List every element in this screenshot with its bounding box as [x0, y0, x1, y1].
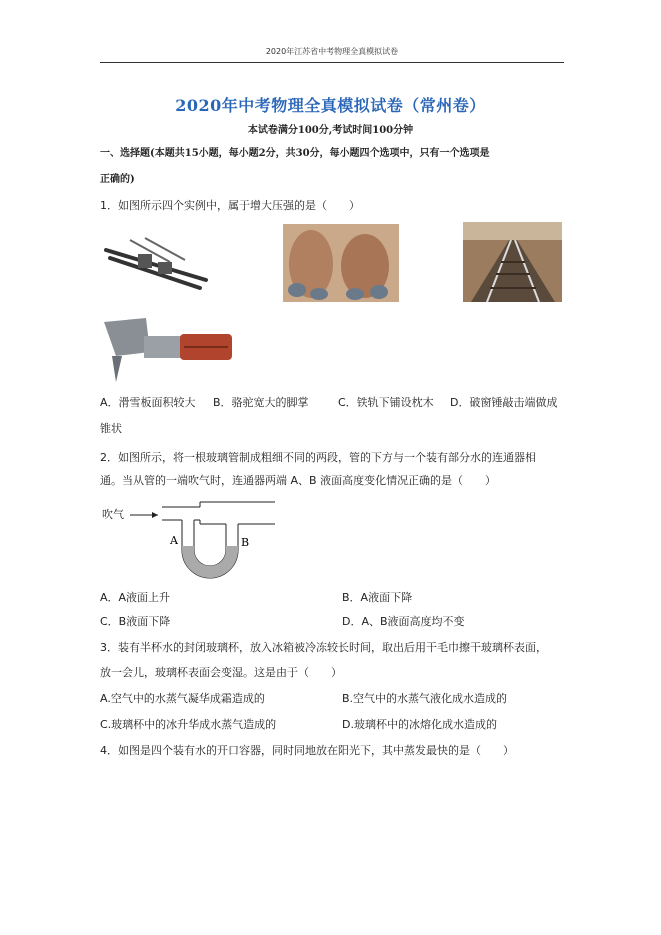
q1-option-a: A．滑雪板面积较大: [100, 396, 196, 409]
q3-stem-line2: 放一会儿，玻璃杯表面会变湿。这是由于（ ）: [100, 666, 342, 679]
q3-option-a: A.空气中的水蒸气凝华成霜造成的: [100, 692, 265, 705]
q4-stem: 4．如图是四个装有水的开口容器，同时同地放在阳光下，其中蒸发最快的是（ ）: [100, 744, 514, 757]
ski-image: [100, 232, 212, 294]
connected-vessel-diagram: [100, 500, 280, 580]
q2-option-d: D．A、B液面高度均不变: [342, 615, 465, 628]
q1-option-d-cont: 锥状: [100, 422, 122, 435]
q3-option-b: B.空气中的水蒸气液化成水造成的: [342, 692, 508, 705]
section-heading-line2: 正确的): [100, 174, 135, 185]
railway-image: [463, 222, 562, 302]
q3-stem-line1: 3．装有半杯水的封闭玻璃杯，放入冰箱被冷冻较长时间，取出后用干毛巾擦干玻璃杯表面，: [100, 641, 547, 654]
q2-option-b: B．A液面下降: [342, 591, 413, 604]
q3-option-c: C.玻璃杯中的冰升华成水蒸气造成的: [100, 718, 277, 731]
q2-option-a: A．A液面上升: [100, 591, 171, 604]
q2-option-c: C．B液面下降: [100, 615, 171, 628]
q1-option-d: D．破窗锤敲击端做成: [450, 396, 558, 409]
hammer-image: [100, 312, 234, 386]
section-heading-line1: 一、选择题(本题共15小题，每小题2分，共30分，每小题四个选项中，只有一个选项是: [100, 148, 490, 159]
exam-subtitle: 本试卷满分100分,考试时间100分钟: [247, 125, 414, 136]
blow-label: 吹气: [102, 508, 124, 521]
camel-feet-image: [283, 224, 399, 302]
q3-option-d: D.玻璃杯中的冰熔化成水造成的: [342, 718, 497, 731]
label-b: B: [241, 536, 250, 549]
q1-stem: 1．如图所示四个实例中，属于增大压强的是（ ）: [100, 199, 360, 212]
page-header: 2020年江苏省中考物理全真模拟试卷: [100, 42, 564, 63]
q1-option-b: B．骆驼宽大的脚掌: [213, 396, 309, 409]
label-a: A: [170, 534, 178, 547]
exam-title: 2020年中考物理全真模拟试卷（常州卷）: [175, 96, 486, 115]
q2-stem-line2: 通。当从管的一端吹气时，连通器两端 A、B 液面高度变化情况正确的是（ ）: [100, 474, 497, 487]
q1-option-c: C．铁轨下铺设枕木: [338, 396, 434, 409]
q2-stem-line1: 2．如图所示，将一根玻璃管制成粗细不同的两段，管的下方与一个装有部分水的连通器相: [100, 451, 536, 464]
